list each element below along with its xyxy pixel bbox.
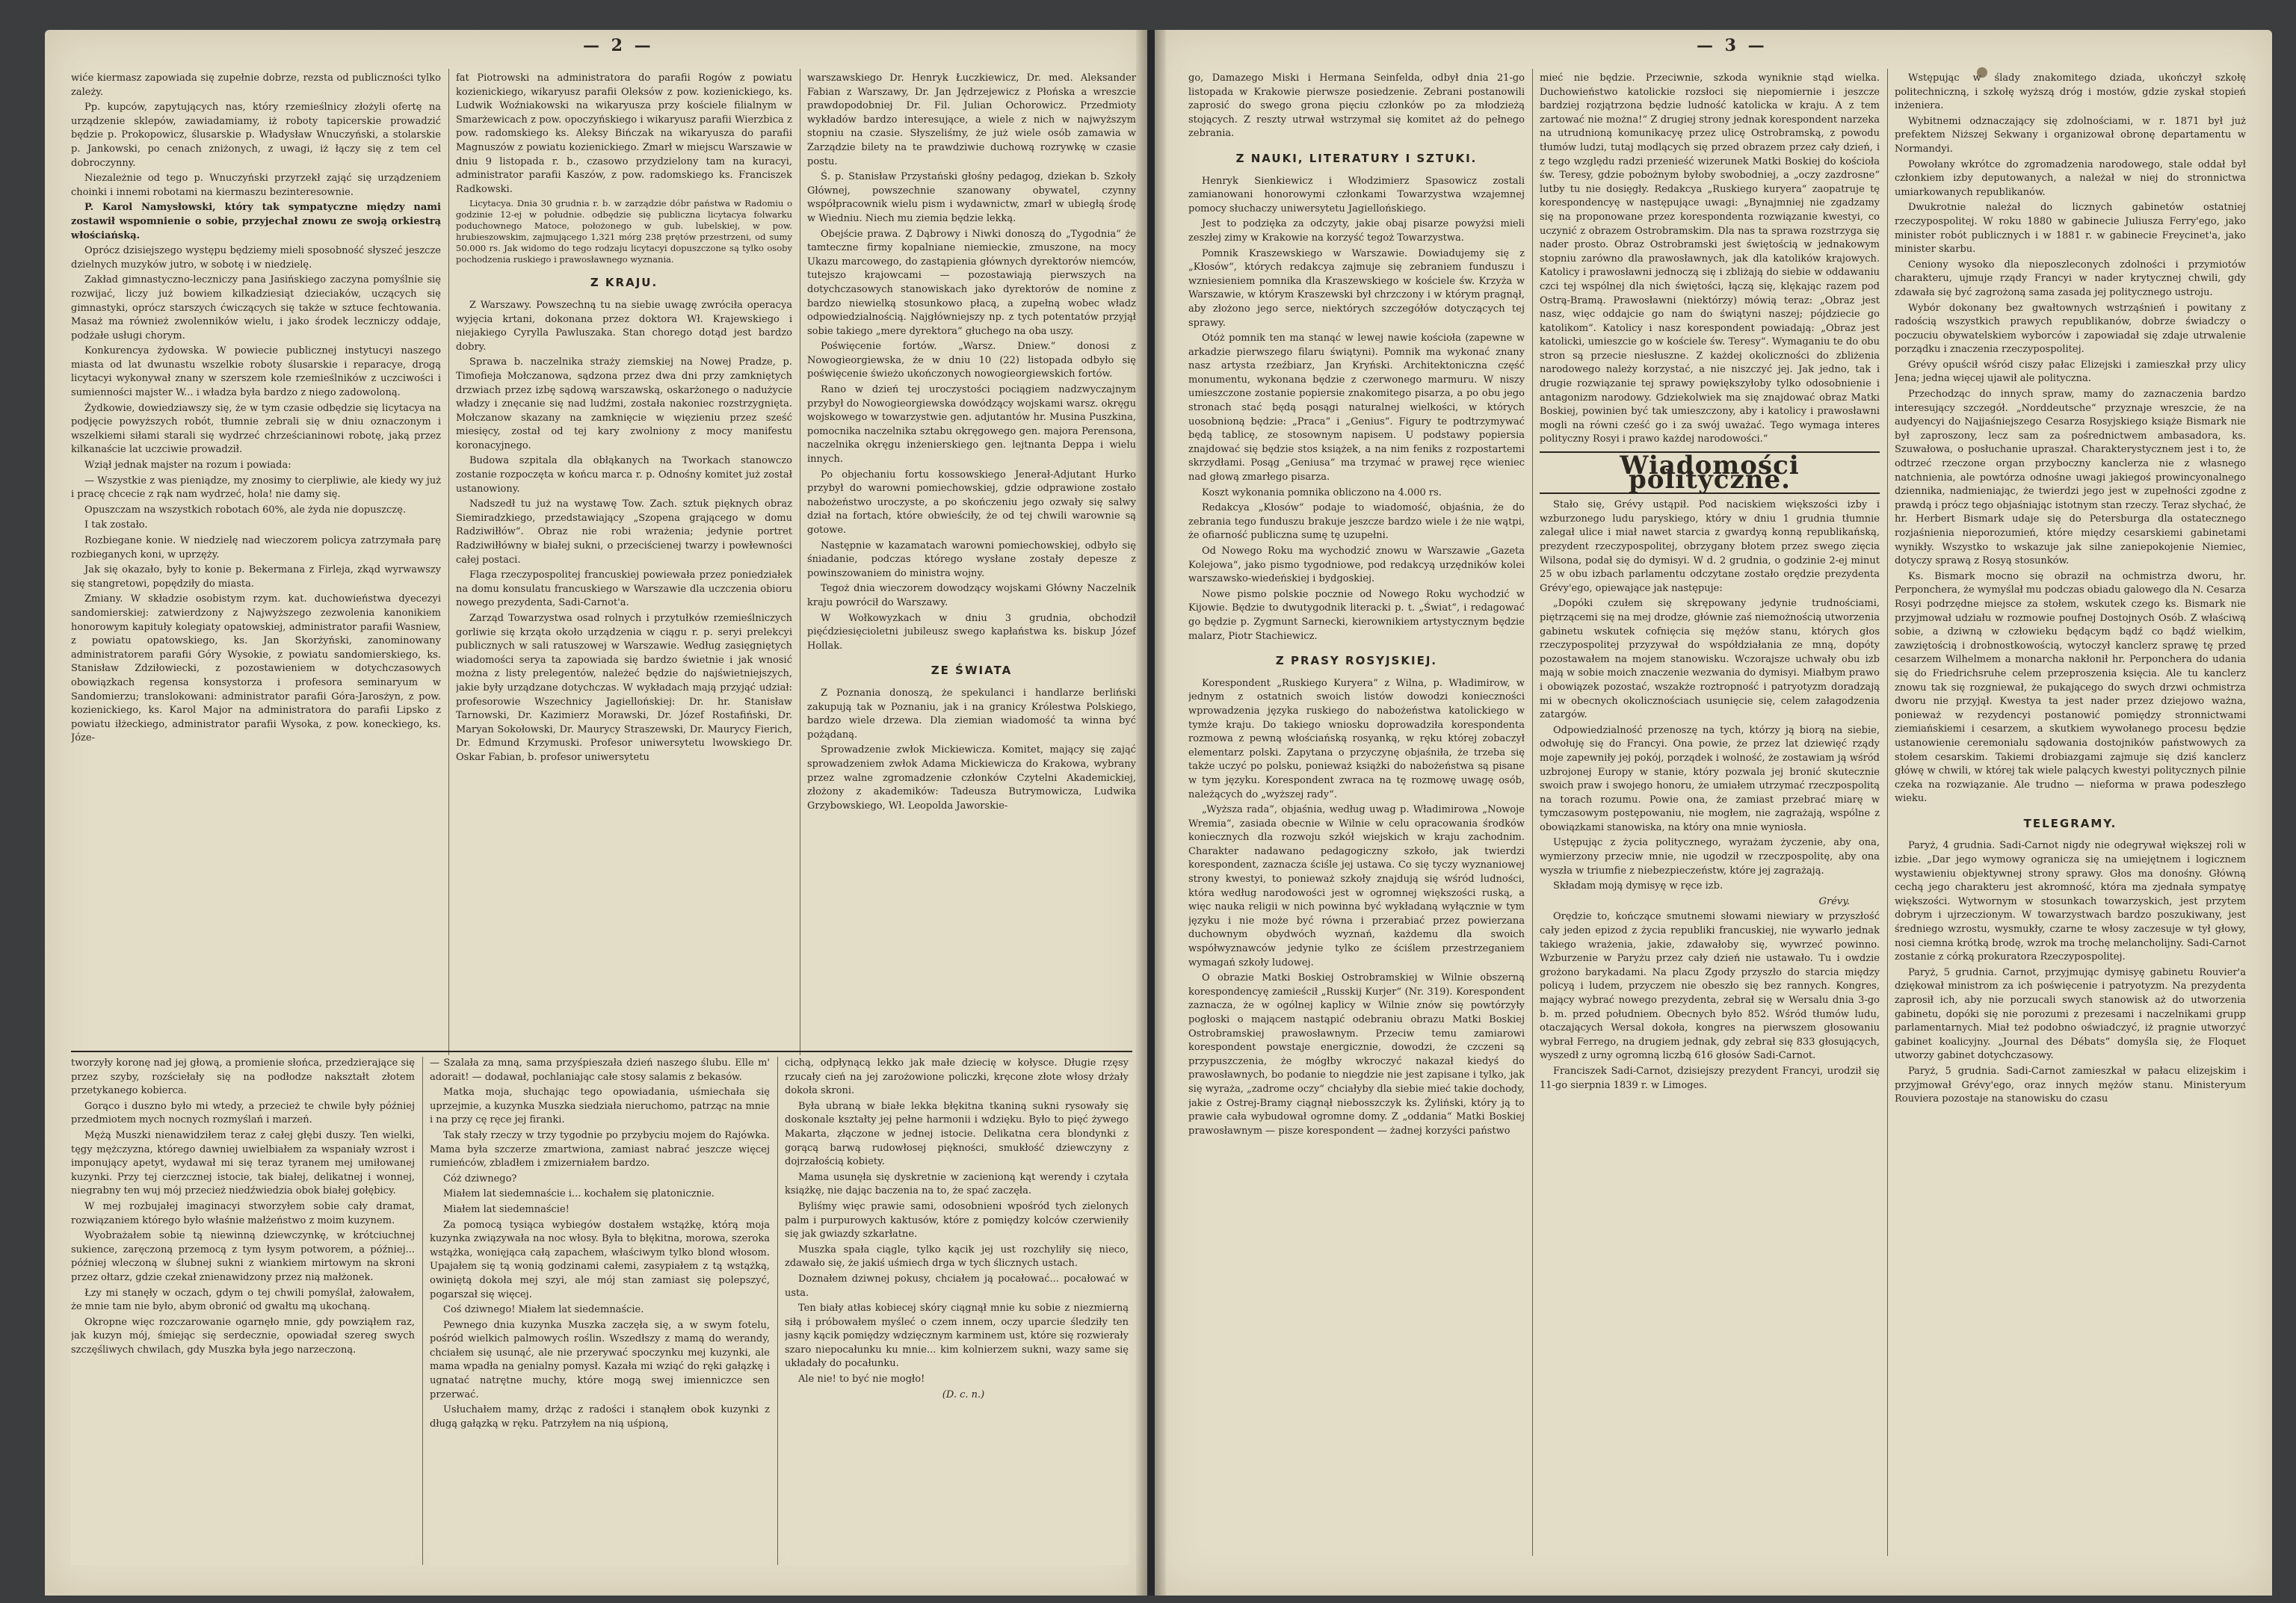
section-heading: TELEGRAMY. <box>2023 816 2117 830</box>
paragraph: Z Warszawy. Powszechną tu na siebie uwagę zwróciła operacya wyjęcia krtani, dokonana przez doktora Wł. Krajewskiego i niejakiego Cyrylla Pawluszaka. Stan chorego dotąd jest bardzo dobry. <box>456 299 792 353</box>
column-divider <box>777 1057 778 1565</box>
paragraph: Przechodząc do innych spraw, mamy do zaznaczenia bardzo interesujący szczegół. „Norddeutsche“ przyznaje wreszcie, że na audyencyi do Najjaśniejszego Cesarza Rosyjskiego książe Bismark nie był zaproszony, lecz sam za pośrednictwem ambasadora, ks. Szuwałowa, o posłuchanie upraszał. Charakterystycznem jest i to, że odtrzeć rzeczone organ przyboczny kanclerza nie z własnego natchnienia, ale powtórza odnośne uwagi jakiegoś prowincyonalnego dziennika, nadmieniając, że twierdzi jego jest w zupełności zgodne z prawdą i prócz tego objaśniając istotnym stan rzeczy. Teraz słychać, że hr. Herbert Bismark udaje się do Petersburga dla ostatecznego rozjaśnienia nieporozumień, które między cesarskiemi gabinetami wynikły. Wszystko to wskazuje jak silne zaniepokojenie Niemiec, dotyczy sprawą z Rosyą stosunków. <box>1895 389 2246 567</box>
paragraph: „Dopóki czułem się skrępowany jedynie trudnościami, piętrzącemi się na mej drodze, głównie zaś niemożnością utworzenia gabinetu wskutek cofnięcia się mężów stanu, których głos rzeczypospolitej przyzywał do współdziałania ze mną, dopóty pozostawałem na mojem stanowisku. Wczorajsze uchwały obu izb mają w sobie moich znaczenie wezwania do dymisyi. Miałbym prawo i obowiązek pozostać, wszakże roztropność i patryotyzm doradzają mi w obecnych okolicznościach usunięcie się, celem załagodzenia zatargów. <box>1540 598 1880 721</box>
paragraph: Wybór dokonany bez gwałtownych wstrząśnień i powitany z radością wszystkich prawych republikanów, dobrze świadczy o poczuciu obywatelskiem wyborców i zapowiadał się zdaje utrwalenie porządku i znaczenia rzeczypospolitej. <box>1895 302 2246 356</box>
paragraph: Wstępując w ślady znakomitego dziada, ukończył szkołę politechniczną, i szkołę wyższą dróg i mostów, gdzie zyskał stopień inżeniera. <box>1895 72 2246 112</box>
paragraph: Niezależnie od tego p. Wnuczyński przyrzekł zająć się urządzeniem choinki i innemi robotami na kiermaszu bezinteresownie. <box>71 173 441 198</box>
column-divider <box>1887 69 1888 1556</box>
section-heading: ZE ŚWIATA <box>931 664 1013 678</box>
right-column-3 <box>1895 72 2246 1559</box>
paragraph: Nowe pismo polskie pocznie od Nowego Roku wychodzić w Kijowie. Będzie to dwutygodnik literacki p. t. „Świat“, i redagować go będzie p. Zygmunt Sarnecki, kierownikiem artystycznym będzie malarz, Piotr Stachiewicz. <box>1188 588 1525 642</box>
paragraph: cichą, odpłynącą lekko jak małe dziecię w kołysce. Długie rzęsy rzucały cień na jej zarożowione policzki, kręcone złote włosy drżały dokoła skroni. <box>785 1057 1129 1097</box>
politics-title: Wiadomości polityczne. <box>1620 451 1800 495</box>
paragraph: Konkurencya żydowska. W powiecie publicznej instytucyi naszego miasta od lat dwunastu wszelkie roboty ślusarskie i reparacye, drogą licytacyi wykonywał znany w szerszem kole rzemieślników z uczciwości i sumienności majster W... i władza była bardzo z niego zadowoloną. <box>71 345 441 399</box>
paragraph: Ten biały atłas kobiecej skóry ciągnął mnie ku sobie z niezmierną siłą i próbowałem myśleć o czem innem, oczy uparcie śledziły ten jasny kącik pomiędzy wdzięcznym karminem ust, które się rozwierały szaro niepocałunku ku mnie... kim kolnierzem sukni, wazy same się układały do pocałunku. <box>785 1303 1129 1370</box>
feuilleton-column-2 <box>430 1057 770 1565</box>
paragraph: Odpowiedzialność przenoszę na tych, którzy ją biorą na siebie, odwołuję się do Francyi. Ona powie, że przez lat dziewięć rządy moje zapewniły jej pokój, porządek i wolność, że zostawiam ją wśród uzbrojonej Europy w stanie, który pozwala jej bronić skutecznie swoich praw i swojego honoru, że umiałem utrzymać rzeczpospolitą na torach rozumu. Powie ona, że zamiast przebrać miarę w tymczasowym postępowaniu, nie mogłem, nie zagrażają, wspólne z obowiązkami stanowiska, na który ona mnie wyniosła. <box>1540 724 1880 833</box>
paragraph: Usłuchałem mamy, drżąc z radości i stanąłem obok kuzynki z długą gałązką w ręku. Patrzyłem na nią uśpioną, <box>430 1404 770 1430</box>
paragraph: Ale nie! to być nie mogło! <box>798 1374 925 1386</box>
paragraph: Paryż, 5 grudnia. Sadi-Carnot zamieszkał w pałacu elizejskim i przyjmował Grévy'ego, oraz innych mężów stanu. Ministeryum Rouviera pozostaje na stanowisku do czasu <box>1895 1065 2246 1105</box>
paragraph: Oprócz dzisiejszego występu będziemy mieli sposobność słyszeć jeszcze dzielnych muzyków jutro, w sobotę i w niedzielę. <box>71 245 441 271</box>
paragraph: W mej rozbujałej imaginacyi stworzyłem sobie cały dramat, rozwiązaniem którego było właśnie małżeństwo z moim kuzynem. <box>71 1200 415 1226</box>
paragraph: Obejście prawa. Z Dąbrowy i Niwki donoszą do „Tygodnia“ że tamteczne firmy kopalniane niemieckie, zmuszone, na mocy Ukazu marcowego, do zastąpienia głównych dyrektorów niemców, tutejszo krajowcami — pozostawiają pierwszych na dotychczasowych stanowiskach jako dyrektorów de nomine z bardzo niewielką stosunkowo płacą, a zupełną wobec władz odpowiedzialnością. Najgłówniejszy np. z tych potentatów przyjął sobie takiego „mere dyrektora“ głuchego na oba uszy. <box>807 228 1136 337</box>
paragraph: Ś. p. Stanisław Przystański głośny pedagog, dziekan b. Szkoły Głównej, powszechnie szanowany obywatel, czynny współpracownik wielu pism i wydawnictw, zmarł w ubiegłą środę w Wiedniu. Niech mu ziemia będzie lekką. <box>807 171 1136 224</box>
paragraph: Wziął jednak majster na rozum i powiada: <box>84 460 291 472</box>
paragraph: Była ubraną w białe lekka błękitna tkaniną sukni rysowały się doskonale kształty jej pełne harmonii i wdzięku. Było to pięć żywego Makarta, złączone w jednej istocie. Delikatna cera blondynki z gorącą barwą rudowłosej piękności, smukłość dziewczyny z dojrzałością kobiety. <box>785 1100 1129 1168</box>
paragraph: — Szalała za mną, sama przyśpieszała dzień naszego ślubu. Elle m' adorait! — dodawał, pochlaniając całe stosy salamis z bekasów. <box>430 1057 770 1083</box>
paragraph: Tegoż dnia wieczorem dowodzący wojskami Główny Naczelnik kraju powrócił do Warszawy. <box>807 583 1136 608</box>
to-be-continued: (D. c. n.) <box>942 1389 985 1400</box>
paragraph: P. Karol Namysłowski, który tak sympatyczne między nami zostawił wspomnienie o sobie, przyjechał znowu ze swoją orkiestrą włościańską. <box>71 202 441 241</box>
paragraph: Łzy mi stanęły w oczach, gdym o tej chwili pomyślał, żałowałem, że mnie tam nie było, abym obronić od gwałtu mą ukochaną. <box>71 1287 415 1313</box>
paragraph: W Wołkowyzkach w dniu 3 grudnia, obchodził pięćdziesięcioletni jubileusz swego kapłaństwa ks. biskup Józef Hollak. <box>807 612 1136 652</box>
paragraph: Franciszek Sadi-Carnot, dzisiejszy prezydent Francyi, urodził się 11-go sierpnia 1839 r. w Limoges. <box>1540 1065 1880 1091</box>
paragraph: Okropne więc rozczarowanie ogarnęło mnie, gdy powziąłem raz, jak kuzyn mój, śmiejąc się serdecznie, opowiadał szereg swych szczęśliwych chwilach, gdy Muszka była jego narzeczoną. <box>71 1316 415 1356</box>
paragraph: Koszt wykonania pomnika obliczono na 4.000 rs. <box>1202 487 1442 498</box>
paragraph: Za pomocą tysiąca wybiegów dostałem wstążkę, którą moja kuzynka związywała na noc włosy. Była to błękitna, morowa, szeroka wstążka, wonięjąca całą zapachem, właściwym tylko blond włosom. Upajałem się tą wonią godzinami całemi, zasypiałem z tą wstążką, owiniętą dokoła mej szyi, ale mój stan zamiast się polepszyć, pogarszał się więcej. <box>430 1219 770 1300</box>
paragraph: Następnie w kazamatach warowni pomiechowskiej, odbyło się śniadanie, podczas którego wysłane zostały depesze z powinszowaniem do ministra wojny. <box>807 540 1136 579</box>
paragraph: mieć nie będzie. Przeciwnie, szkoda wyniknie stąd wielka. Duchowieństwo katolickie rozsłoci się niepomiernie i jeszcze bardziej rozjątrzona będzie ludność katolicka w kraju. A z tem zartować nie można!“ Z drugiej strony jednak korespondent narzeka na utrudnioną komunikacyę przez ulicę Ostrobramską, z powodu tłumów ludzi, tutaj modlących się przed obrazem przez cały dzień, i z tego względu radzi przenieść wizerunek Matki Boskiej do kościoła św. Teresy, gdzie pobożnym byłoby swobodniej, a „oczy zazdrosne“ lutby tu nie dosięgły. Redakcya „Ruskiego kuryera“ zaopatruje tę korespondencyę w następujące uwagi: „Bynajmniej nie zgadzamy się na proponowane przez korespondenta rozwiązanie kwestyi, co uczynić z obrazem Ostrobramskim. Dla nas ta sprawa rozstrzyga się nader prosto. Obraz Ostrobramski jest świętością w jednakowym stopniu zarówno dla prawosławnych, jak dla katolików krajowych. Katolicy i prawosławni jednoczą się i zbliżają do siebie w oddawaniu czci tej wspólnej dla nich świętości, łączą się, klękając razem pod Ostrą-Bramą. Prawosławni (niektórzy) mówią teraz: „Obraz jest nasz, więc oddajcie go nam do świątyni naszej; pójdziecie go katolikom“. Katolicy i nasz korespondent powiadają: „Obraz jest katolicki, umieszcie go w kościele św. Teresy“. Wymaganiu te do obu stron są przecie niesłuszne. Z każdej okoliczności do zbliżenia narodowego należy korzystać, a nie niszczyć jej. Jak jedno, tak i drugie rozwiązanie tej sprawy powiększyłoby tylko odosobnienie i antagonizm narodowy. Gdziekolwiek ma się znajdować obraz Matki Boskiej, powinien być tak umieszczony, aby i katolicy i prawosławni mogli na równi cześć go i za swój uważać. Tego wymaga interes polityczny Rosyi i prawo każdej narodowości.“ <box>1540 72 1880 445</box>
feuilleton-column-3 <box>785 1057 1129 1565</box>
paragraph: Wyobrażałem sobie tą niewinną dziewczynkę, w krótciuchnej sukience, zaręczoną przemocą z tym łysym potworem, a później... później wleczoną w ślubnej sukni z wiankiem mirtowym na skroni przez ołtarz, gdzie czekał znienawidzony przez nią małżonek. <box>71 1230 415 1283</box>
paragraph: Matka moja, słuchając tego opowiadania, uśmiechała się uprzejmie, a kuzynka Muszka siedziała nieruchomo, patrząc na mnie i na przy cę ręce jej firanki. <box>430 1087 770 1126</box>
paragraph: Jak się okazało, były to konie p. Bekermana z Firleja, zkąd wyrwawszy się stangretowi, popędziły do miasta. <box>71 564 441 590</box>
paragraph: Żydkowie, dowiedziawszy się, że w tym czasie odbędzie się licytacya na podjęcie powyższych robót, tłumnie zebrali się w dniu oznaczonym i wszelkiemi siłami starali się wydrzeć chrześcianinowi robotę, jaką przez kilkanaście lat uczciwie prowadził. <box>71 402 441 456</box>
paragraph: Redakcya „Kłosów“ podaje to wiadomość, objaśnia, że do zebrania tego funduszu brakuje jeszcze bardzo wiele i że nie wątpi, że ofiarność publiczna sumę tę uzupełni. <box>1188 502 1525 542</box>
paragraph: Z Poznania donoszą, że spekulanci i handlarze berliński zakupują tak w Poznaniu, jak i na granicy Królestwa Polskiego, bardzo wiele drzewa. Dla ziemian wiadomość ta winna być pożądaną. <box>807 687 1136 741</box>
feuilleton-divider <box>71 1051 1132 1052</box>
paragraph: „Wyższa rada“, objaśnia, według uwag p. Władimirowa „Nowoje Wremia“, zasiada obecnie w Wilnie w celu opracowania środków koniecznych dla rozwoju szkół wiejskich w kraju zachodnim. Charakter nadawano pedagogiczny szkoło, jak twierdzi korespondent, zaznacza ściśle jej ustawa. Co się tyczy wyznaniowej strony kwestyi, to ponieważ szkoły znajdują się wśród ludności, która według narodowości jest w ogromnej większości ruską, a więc nauka religii w nich powinna być wykładaną wyłącznie w tym języku i nie może być równa i przerabiać przez powierzana duchownym obydwóch wyznań, każdemu dla swoich współwyznawców jedynie tylko ze ściślem przestrzeganiem wymagań szkoły ludowej. <box>1188 804 1525 969</box>
paragraph: Korespondent „Ruskiego Kuryera“ z Wilna, p. Władimirow, w jednym z ostatnich swoich listów dowodzi konieczności wprowadzenia języka ruskiego do nabożeństwa katolickiego w tymże kraju. Do takiego wniosku doprowadziła korespondenta rozmowa z pewną włościańską rosyanką, w ręku której zobaczył elementarz polski. Zapytana o przyczynę objaśniła, że trzeba się także uczyć po polsku, ponieważ książki do nabożeństwa są pisane w tym języku. Korespondent zwraca na tę rozmowę uwagę osób, należących do „wyższej rady“. <box>1188 677 1525 800</box>
paragraph: Otóż pomnik ten ma stanąć w lewej nawie kościoła (zapewne w arkadzie pierwszego filaru świątyni). Pomnik ma wykonać znany nasz artysta rzeźbiarz, Jan Kryński. Architektoniczna część monumentu, wykonana będzie z czerwonego marmuru. W niszy umieszczone zostanie popiersie znakomitego pisarza, a po obu jego stronach stać będą posągi naturalnej wielkości, w których uosobnioną będzie: „Praca“ i „Genius“. Figury te podtrzymywać będą tablicę, ze stosownym napisem. U podstawy popiersia znajdować się będzie stos książek, a na nim feniks z rozpostartemi skrzydłami. Posąg „Geniusa“ ma trzymać w prawej ręce wieniec nad głową zmarłego pisarza. <box>1188 333 1525 484</box>
paragraph: Pp. kupców, zapytujących nas, który rzemieślnicy złożyli ofertę na urządzenie sklepów, zawiadamiamy, iż roboty tapicerskie prowadzić będzie p. Prokopowicz, ślusarskie p. Władysław Wnuczyński, a stolarskie p. Jankowski, po cenach zniżonych, z uwagi, iż łączy się z tem cel dobroczynny. <box>71 102 441 169</box>
paragraph: Coś dziwnego! Miałem lat siedemnaście. <box>443 1304 644 1316</box>
paragraph: Mężą Muszki nienawidziłem teraz z całej głębi duszy. Ten wielki, tęgy mężczyzna, którego dawniej uwielbiałem za wspaniały wzrost i imponujący apetyt, wydawał mi się teraz tyranem mej umiłowanej kuzynki. Przy tej cierzcznej istocie, tak białej, delikatnej i wonnej, niegrabny ten wuj mój przecież niedźwiedzia obok białej gołębicy. <box>71 1129 415 1197</box>
paragraph: Ceniony wysoko dla nieposzleconych zdolności i przymiotów charakteru, ujmuje rządy Francyi w nader krytycznej chwili, gdy zdawała się być zagrożoną sama zasada jej politycznego ustroju. <box>1895 259 2246 298</box>
paragraph: Tak stały rzeczy w trzy tygodnie po przybyciu mojem do Rajówka. Mama była szczerze zmartwiona, zamiast nabrać jeszcze więcej rumieńców, zbladłem i zmizerniałem bardzo. <box>430 1129 770 1170</box>
paragraph: Pewnego dnia kuzynka Muszka zaczęła się, a w swym fotelu, pośród wielkich palmowych roślin. Wszedłszy z mamą do werandy, chciałem się usunąć, ale nie przerywać spoczynku mej kuzynki, ale mama wpadła na genialny pomysł. Kazała mi wziąć do ręki gałązkę i ugnatać natrętne muchy, które mogą swej imienniczce sen przerwać. <box>430 1319 770 1400</box>
paragraph: Zmiany. W składzie osobistym rzym. kat. duchowieństwa dyecezyi sandomierskiej: zatwierdzony z Najwyższego zezwolenia kanonikiem honorowym kapituły kolegiaty opatowskiej, administrator parafii Wasniew, z powiatu opatowskiego, ks. Jan Skorżyński, zanominowany administratorem parafii Góry Wysokie, z powiatu sandomierskiego, ks. Stanisław Zdziłowiecki, z pozostawieniem w dotychczasowych obowiązkach regensa konsystorza i profesora seminaryum w Sandomierzu; translokowani: administrator parafii Góra-Jarosżyn, z pow. kozienickiego, ks. Karol Major na administratora do parafii Lipsko z powiatu iłżeckiego, administrator parafii Wysoka, z pow. koneckiego, ks. Józe- <box>71 593 441 744</box>
right-column-2 <box>1540 72 1880 1559</box>
paragraph: Muszka spała ciągle, tylko kącik jej ust rozchyliły się nieco, zdawało się, że jakiś uśmiech drga w tych ślicznych ustach. <box>785 1244 1129 1270</box>
paragraph: Rano w dzień tej uroczystości pociągiem nadzwyczajnym przybył do Nowogieorgiewska dowódzący wojskami warsz. okręgu wojskowego w towarzystwie gen. adjutantów hr. Musina Puszkina, pomocnika naczelnika sztabu okręgowego gen. majora Perensona, naczelnika okręgu inżenierskiego gen. lejtnanta Deppa i wielu innych. <box>807 384 1136 466</box>
column-divider <box>422 1057 423 1565</box>
paragraph: I tak zostało. <box>84 519 148 531</box>
paragraph: Składam moją dymisyę w ręce izb. <box>1553 880 1723 892</box>
paragraph: Licytacya. Dnia 30 grudnia r. b. w zarządzie dóbr państwa w Radomiu o godzinie 12-ej w południe. odbędzie się publiczna licytacya folwarku poduchownego Matoce, położonego w gub. lubelskiej, w pow. hrubieszowskim, zajmującego 1,321 mórg 238 prętów przestrzeni, od sumy 50.000 rs. Jak widomo do tego rodzaju licytacyi dopuszczone są tylko osoby pochodzenia ruskiego i prawosławnego wyznania. <box>456 198 792 265</box>
paragraph: Flaga rzeczypospolitej francuskiej powiewała przez poniedziałek na domu konsulatu francuskiego w Warszawie dla uczczenia obioru nowego prezydenta, Sadi-Carnot'a. <box>456 569 792 609</box>
paragraph: Grévy opuścił wśród ciszy pałac Elizejski i zamieszkał przy ulicy Jena; jedna więcej ujawił ale polityczna. <box>1895 359 2246 385</box>
page-number-left: — 2 — <box>583 36 654 55</box>
paragraph: Opuszczam na wszystkich robotach 60%, ale żyda nie dopuszczę. <box>84 504 407 516</box>
paragraph: Wybitnemi odznaczający się zdolnościami, w r. 1871 był już prefektem Niższej Sekwany i organizował obronę departamentu w Normandyi. <box>1895 115 2246 155</box>
paragraph: Od Nowego Roku ma wychodzić znowu w Warszawie „Gazeta Kolejowa“, jako pismo tygodniowe, pod redakcyą urzędników kolei warszawsko-wiedeńskiej i bydgoskiej. <box>1188 546 1525 585</box>
paragraph: Cóż dziwnego? <box>443 1173 517 1185</box>
paragraph: Sprowadzenie zwłok Mickiewicza. Komitet, mający się zająć sprowadzeniem zwłok Adama Mickiewicza do Krakowa, wybrany przez walne zgromadzenie członków Czytelni Akademickiej, złożony z akademików: Tadeusza Butrymowicza, Ludwika Grzybowskiego, Wł. Leopolda Jaworskie- <box>807 744 1136 812</box>
paragraph: Paryż, 5 grudnia. Carnot, przyjmując dymisyę gabinetu Rouvier'a dziękował ministrom za ich poświęcenie i patryotyzm. Na prezydenta zaprosił ich, aby nie porzucali swych stanowisk aż do utworzenia gabinetu, dopóki się nie porozumi z prezesami i naczelnikami grupp parlamentarnych. Miał też podobno oświadczyć, iż pragnie utworzyć gabinet koalicyjny. „Journal des Débats“ domyśla się, że Floquet utworzy gabinet dotychczasowy. <box>1895 966 2246 1062</box>
paragraph: Powołany wkrótce do zgromadzenia narodowego, stale oddał był członkiem izby deputowanych, a należał w niej do stronnictwa umiarkowanych republikanów. <box>1895 158 2246 198</box>
paragraph: Dwukrotnie należał do licznych gabinetów ostatniej rzeczypospolitej. W roku 1880 w gabinecie Juliusza Ferry'ego, jako minister robót publicznych i w 1881 r. w gabinecie Freycinet'a, jako minister skarbu. <box>1895 202 2246 256</box>
paragraph: O obrazie Matki Boskiej Ostrobramskiej w Wilnie obszerną korespondencyę zamieścił „Russkij Kurjer“ (Nr. 319). Korespondent zaznacza, że w ogólnej kaplicy w Wilnie znów się powtórzyły pogłoski o mającem nastąpić odebraniu obrazu Matki Boskiej Ostrobramskiej prawosławnym. Przeciw temu zamiarowi korespondent powstaje energicznie, dowodzi, że czczeni są przypuszczenia, że mógłby wkroczyć nakazał kiedyś do prawosławnych, bo podanie to niegdzie nie jest zapisane i tylko, jak się wyraża, „zadrome oczy“ chciałyby dla siebie mieć takie dochody, jakie z Ostrej-Bramy ciągnął niebosszczyk ks. Żyliński, który ją to prawie cała wybudował ogromne domy. Z „oddania“ Matki Boskiej prawosławnym — pisze korespondent — żadnej korzyści państwo <box>1188 972 1525 1137</box>
paragraph: Doznałem dziwnej pokusy, chciałem ją pocałować... pocałować w usta. <box>785 1273 1129 1299</box>
paragraph: Pomnik Kraszewskiego w Warszawie. Dowiadujemy się z „Kłosów“, których redakcya zajmuje się zebraniem funduszu i wzniesieniem pomnika dla Kraszewskiego w kościele św. Krzyża w Warszawie, w którym Kraszewski był chrzczony i w którym pragnął, aby złożono jego serce, niektórych szczegółów dotyczących tej sprawy. <box>1188 247 1525 329</box>
paragraph: Orędzie to, kończące smutnemi słowami niewiary w przyszłość cały jeden epizod z życia republiki francuskiej, nie wywarło jednak takiego wrażenia, jakie, zdawałoby się, wywrzeć powinno. Wzburzenie w Paryżu przez cały dzień nie ustawało. Tu i owdzie grożono barykadami. Na placu Zgody przyszło do starcia między policyą i ludem, przyczem nie obeszło się bez rannych. Kongres, mający wybrać nowego prezydenta, zebrał się w Wersalu dnia 3-go b. m. przed południem. Obecnych było 852. Wśród tłumów ludu, otaczających Wersal dokoła, kongres na pierwszem głosowaniu wybrał Ferrego, na drugiem jednak, gdy zebrał się 833 głosujących, wyszedł z urny ogromną liczbą 616 głosów Sadi-Carnot. <box>1540 911 1880 1062</box>
section-heading: Z PRASY ROSYJSKIEJ. <box>1275 654 1438 668</box>
feuilleton-column-1 <box>71 1057 415 1565</box>
paragraph: Zarząd Towarzystwa osad rolnych i przytułków rzemieślniczych gorliwie się krząta około urządzenia w ciągu r. p. seryi prelekcyi publicznych w sali ratuszowej w Warszawie. Według zasięgniętych wiadomości serya ta zapowiada się bardzo świetnie i jak wnosić można z listy prelegentów, należeć będzie do najświetniejszych, jakie były urządzane dotychczas. W wykładach mają przyjąć udział: profesorowie Wszechnicy Jagiellońskiej: Dr. hr. Stanisław Tarnowski, Dr. Kazimierz Morawski, Dr. Józef Rostafiński, Dr. Maryan Sokołowski, Dr. Maurycy Straszewski, Dr. Maurycy Fierich, Dr. Edmund Krzymuski. Profesor uniwersytetu lwowskiego Dr. Oskar Fabian, b. profesor uniwersytetu <box>456 613 792 763</box>
paragraph: Stało się, Grévy ustąpił. Pod naciskiem większości izby i wzburzonego ludu paryskiego, który w dniu 1 grudnia tłumnie zalegał ulice i miał nawet starcia z gwardyą konną republikańską, prezydent rzeczypospolitej, obrzygany błotem przez swego zięcia Wilsona, podał się do dymisyi. W d. 2 grudnia, o godzinie 2-ej minut 25 w obu izbach parlamentu odczytane zostało orędzie prezydenta Grévy'ego, opiewające jak następuje: <box>1540 499 1880 594</box>
paragraph: Nadszedł tu już na wystawę Tow. Zach. sztuk pięknych obraz Siemiradzkiego, przedstawiający „Szopena grającego w domu Radziwiłłów“. Obraz nie robi wrażenia; jedynie portret Radziwiłłówny w białej sukni, o przeciścienej twarzy i powłewności całej postaci. <box>456 498 792 566</box>
paragraph: go, Damazego Miski i Hermana Seinfelda, odbył dnia 21-go listopada w Krakowie pierwsze posiedzenie. Zebrani postanowili zaprosić do swego grona pięciu członków po za młodzieżą stojących. Z reszty utrwał wstrzymał się komitet aż do pełnego zebrania. <box>1188 72 1525 140</box>
paragraph: Gorąco i duszno było mi wtedy, a przecież te chwile były później przedmiotem mych nocnych rozmyślań i marzeń. <box>71 1100 415 1126</box>
signature: Grévy. <box>1818 895 1850 907</box>
paragraph: Rozbiegane konie. W niedzielę nad wieczorem policya zatrzymała parę rozbieganych koni, w uprzęży. <box>71 535 441 560</box>
paragraph: Ustępując z życia politycznego, wyrażam życzenie, aby ona, wymierzony przeciw mnie, nie ugodził w rzeczpospolitę, aby ona wyszła w triumfie z niebezpieczeństw, które jej zagrażają. <box>1540 837 1880 877</box>
paragraph: Henryk Sienkiewicz i Włodzimierz Spasowicz zostali zamianowani honorowymi członkami Towarzystwa wzajemnej pomocy słuchaczy uniwersytetu Jagiellońskiego. <box>1188 175 1525 214</box>
paragraph: Poświęcenie fortów. „Warsz. Dniew.“ donosi z Nowogieorgiewska, że w dniu 10 (22) listopada odbyło się poświęcenie świeżo ukończonych nowogieorgiewskich fortów. <box>807 341 1136 380</box>
right-column-1 <box>1188 72 1525 1559</box>
paragraph: Jest to podzięka za odczyty, jakie obaj pisarze powyżsi mieli zeszłej zimy w Krakowie na korzyść tegoż Towarzystwa. <box>1188 218 1525 244</box>
paragraph: — Wszystkie z was pieniądze, my znosimy to cierpliwie, ale kiedy wy już i pracę chcecie z rąk nam wydrzeć, hola! nie damy się. <box>71 475 441 501</box>
paragraph: wiće kiermasz zapowiada się zupełnie dobrze, rezsta od publiczności tylko zależy. <box>71 72 441 98</box>
paragraph: warszawskiego Dr. Henryk Łuczkiewicz, Dr. med. Aleksander Fabian z Warszawy, Dr. Jan Jędrzejewicz z Płońska a wreszcie prawdopodobniej Dr. Fil. Julian Ochorowicz. Przedmioty wykładów bardzo interesujące, a wiele z nich w najwyższym stopniu na czasie. Słyszeliśmy, że już wiele osób zamawia w Zarządzie bilety na te prawdziwie duchową rozrywkę w czasie postu. <box>807 72 1136 167</box>
book-gutter <box>1136 30 1166 1596</box>
column-divider <box>448 69 449 1055</box>
page-number-right: — 3 — <box>1697 36 1768 55</box>
paragraph: fat Piotrowski na administratora do parafii Rogów z powiatu kozienickiego, wikaryusz parafii Oleksów z pow. kozienickiego, ks. Ludwik Woźniakowski na wikaryusza przy kościele filialnym w Smarżewicach z pow. opoczyńskiego i wikaryusz parafii Wierzbica z pow. radomskiego ks. Aleksy Bińczak na wikaryusza do parafii Magnuszów z powiatu kozienickiego. Zmarł w miejscu Warszawie w dniu 9 listopada r. b., czasowo przydzielony tam na kuracyi, administrator parafii Kaszów, z pow. radomskiego ks. Franciszek Radkowski. <box>456 72 792 195</box>
paragraph: tworzyły koronę nad jej głową, a promienie słońca, przedzierające się przez szyby, rozściełały się na podłodze nakształt złotem przetykanego kobierca. <box>71 1057 415 1097</box>
paragraph: Miałem lat siedemnaście i... kochałem się platonicznie. <box>443 1188 715 1200</box>
paragraph: Byliśmy więc prawie sami, odosobnieni wpośród tych zielonych palm i purpurowych kaktusów, które z pomiędzy kolców czerwieniły się jak gwiazdy szkarłatne. <box>785 1200 1129 1241</box>
paragraph: Mama usunęła się dyskretnie w zacienioną kąt werendy i czytała książkę, nie dając baczenia na to, że spać zaczęła. <box>785 1171 1129 1197</box>
paragraph: Ks. Bismark mocno się obraził na ochmistrza dworu, hr. Perponchera, że wymyślał mu podczas obiadu galowego dla N. Cesarza Rosyi podrzędne miejsce za stołem, wskutek czego ks. Bismark nie przyjmował udziału w rozmowie poufnej Dostojnych Osób. Z właściwą sobie, a dziwną w człowieku będącym bądź co bądź wielkim, zawziętością i drobnostkowością, wytoczył kanclerz sprawę tę przed cesarzem Wilhelmem a monarcha nakłonił hr. Perponchera do udania się do Friedrichsruhe celem przeproszenia księcia. Ale tu kanclerz znowu tak się rozgniewał, że pukającego do swych drzwi ochmistrza dworu nie przyjął. Kwestya ta jest nader przez dziejowo ważna, ponieważ w rezydencyi postanowić pomiędzy stronnictwami ziemiańskiemi i cesarzem, a skutkiem wywołanego procesu będzie ustanowienie ceremonialu sądowania dostojników państwowych za stołem cesarskim. Takiemi drobiazgami zajmuje się dziś kanclerz główę w chwili, w której tak wiele palących kwestyi politycznych pilnie czeka na rozwiązanie. Ale trudno — nieforma w prawa podeszłego wieku. <box>1895 570 2246 805</box>
column-divider <box>1532 69 1533 1556</box>
paragraph: Budowa szpitala dla obłąkanych na Tworkach stanowczo zostanie rozpoczęta w końcu marca r. p. Odnośny komitet już został ustanowiony. <box>456 455 792 495</box>
paragraph: Miałem lat siedemnaście! <box>443 1203 570 1215</box>
paragraph: Sprawa b. naczelnika straży ziemskiej na Nowej Pradze, p. Timofieja Mołczanowa, sądzona przez dwa dni przy zamkniętych drzwiach przez izbę sądową warszawską, oskarżonego o nadużycie władzy i znęcanie się nad ludźmi, została nakoniec rozstrzygnięta. Mołczanow skazany na zamknięcie w więzieniu przez sześć miesięcy, został od tej kary zwolniony z mocy manifestu koronacyjnego. <box>456 356 792 451</box>
paragraph: Po objechaniu fortu kossowskiego Jenerał-Adjutant Hurko przybył do warowni pomiechowskiej, gdzie odprawione zostało nabożeństwo uroczyste, a po skończeniu jego ozwały się salwy dział na fortach, które obwieściły, że od tej chwili warownie są gotowe. <box>807 469 1136 536</box>
paragraph: Paryż, 4 grudnia. Sadi-Carnot nigdy nie odegrywał większej roli w izbie. „Dar jego wymowy ogranicza się na umiejętnem i logicznem wystawieniu objektywnej strony sprawy. Głos ma donośny. Główną cechą jego charakteru jest akromność, która ma zjednała sympatyę większości. Wytwornym w stosunkach towarzyskich, jest przytem dobrym i ujrzeczionym. W towarzystwach bardzo poszukiwany, jest średniego wzrostu, wysmukły, czarne te włosy zaczesuje w tył głowy, nosi ciemna krótką brodę, wzrok ma trochę melancholijny. Sadi-Carnot zostanie z córką prokuratora Rzeczypospolitej. <box>1895 840 2246 963</box>
section-heading: Z KRAJU. <box>590 276 658 290</box>
paragraph: Zakład gimnastyczno-leczniczy pana Jasińskiego zaczyna pomyślnie się rozwijać, liczy już bowiem kilkadziesiąt dzieciaków, uczących się gimnastyki, oprócz starszych ćwiczących się także w sztuce fechtowania. Masaż ma również zwolenników wielu, i jako środek leczniczy oddaje, podżałe usługi chorym. <box>71 274 441 342</box>
section-heading: Z NAUKI, LITERATURY I SZTUKI. <box>1235 151 1478 165</box>
